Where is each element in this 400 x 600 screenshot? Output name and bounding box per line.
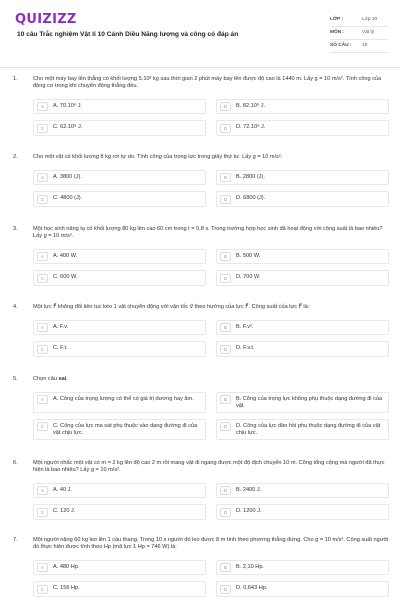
meta-key: LỚP : (330, 17, 344, 22)
meta-row-grade (330, 14, 388, 27)
option-text: D. 700 W. (236, 274, 261, 281)
option-text: D. 72.10⁶ J. (236, 124, 266, 131)
answer-option[interactable] (216, 249, 389, 265)
question-number: 1. (13, 76, 18, 82)
option-letter: A (37, 323, 48, 332)
worksheet-header (0, 0, 400, 68)
answer-option[interactable] (33, 483, 206, 499)
meta-row-count (330, 40, 388, 53)
option-letter: C (37, 345, 48, 354)
option-letter: A (37, 563, 48, 572)
meta-value: Lớp 10 (362, 17, 378, 22)
question-text (33, 376, 389, 383)
answer-options (33, 560, 389, 600)
question-list (0, 76, 400, 600)
option-letter: C (37, 585, 48, 594)
answer-option[interactable] (33, 341, 206, 357)
option-text: D. F.v.t. (236, 345, 255, 352)
answer-option[interactable] (33, 504, 206, 520)
meta-row-subject (330, 27, 388, 40)
answer-option[interactable] (216, 581, 389, 597)
option-text: C. 120 J. (53, 508, 76, 515)
option-letter: C (37, 195, 48, 204)
option-letter: C (37, 508, 48, 517)
answer-option[interactable] (33, 392, 206, 413)
answer-option[interactable] (216, 120, 389, 136)
option-text: C. 4800 (J). (53, 195, 83, 202)
option-letter: A (37, 252, 48, 261)
option-letter: A (37, 102, 48, 111)
option-text: B. 2400 J. (236, 486, 262, 493)
answer-option[interactable] (33, 581, 206, 597)
option-text: D. 0,643 Hp. (236, 585, 268, 592)
option-letter: B (220, 252, 231, 261)
option-letter: B (220, 563, 231, 572)
meta-key: SỐ CÂU : (330, 43, 352, 48)
option-letter: D (220, 274, 231, 283)
question-text-prefix: Chọn câu (33, 376, 59, 382)
option-text: C. 600 W. (53, 274, 78, 281)
question (0, 537, 400, 600)
answer-option[interactable] (33, 560, 206, 576)
question-number: 6. (13, 460, 18, 466)
question (0, 154, 400, 226)
answer-option[interactable] (216, 191, 389, 207)
option-text: D. Công của lực đàn hồi phụ thuộc dạng đường đi của vật chịu lực. (236, 422, 381, 436)
option-text: B. Công của trọng lực không phụ thuộc dạng đường đi của vật. (236, 395, 383, 409)
option-text: A. 70.10⁶ J. (53, 102, 83, 109)
answer-option[interactable] (33, 419, 206, 440)
question-text: Cho một vật có khối lượng 8 kg rơi tự do. Tính công của trọng lực trong giây thứ tư. Lấy g = 10 m/s². (33, 154, 283, 160)
worksheet-title: 10 câu Trắc nghiệm Vật lí 10 Cánh Diều Năng lượng và công có đáp án (17, 31, 239, 38)
answer-option[interactable] (33, 170, 206, 186)
question-text: Một người nhấc một vật có m = 2 kg lên độ cao 2 m rồi mang vật đi ngang được một độ dịch chuyển 10 m. Công tổng cộng mà người đã thực hiện là bao nhiêu? Lấy g = 10 m/s². (33, 460, 385, 473)
answer-option[interactable] (33, 320, 206, 336)
option-text: B. 82.10⁶ J. (236, 102, 266, 109)
question (0, 376, 400, 460)
option-text: A. 40 J. (53, 486, 72, 493)
meta-value: Vật lý (362, 30, 374, 35)
question-number: 4. (13, 304, 18, 310)
option-text: A. 480 Hp. (53, 563, 80, 570)
answer-options (33, 320, 389, 363)
option-text: B. 500 W. (236, 252, 261, 259)
question-text: Cho một máy bay lên thẳng có khối lượng 5.10³ kg sau thời gian 2 phút máy bay lên được độ cao là 1440 m. Lấy g = 10 m/s². Tính công của động cơ trong khi chuyển động thẳng đều. (33, 76, 382, 89)
answer-option[interactable] (33, 270, 206, 286)
option-text: A. 3800 (J). (53, 173, 82, 180)
answer-option[interactable] (216, 419, 389, 440)
option-letter: A (37, 173, 48, 182)
answer-option[interactable] (216, 341, 389, 357)
question-text-emphasis: sai (58, 376, 67, 382)
question-text: Một lực F⃗ không đổi liên tục kéo 1 vật chuyển động với vận tốc v⃗ theo hướng của lực F⃗. Công suất của lực F⃗ là: (33, 304, 310, 310)
option-letter: D (220, 585, 231, 594)
question (0, 226, 400, 304)
answer-option[interactable] (33, 120, 206, 136)
answer-option[interactable] (216, 560, 389, 576)
option-text: B. 2,10 Hp. (236, 563, 264, 570)
answer-option[interactable] (216, 392, 389, 413)
option-letter: B (220, 486, 231, 495)
question (0, 76, 400, 154)
option-text: A. 400 W. (53, 252, 78, 259)
question-text: Một học sinh nâng tạ có khối lượng 80 kg lên cao 60 cm trong t = 0,8 s. Trong trường hợp học sinh đã hoạt động với công suất là bao nhiêu? Lấy g = 10 m/s². (33, 226, 383, 239)
answer-options (33, 249, 389, 292)
question-text: Một người nặng 60 kg leo lên 1 cầu thang. Trong 10 s người đó leo được 8 m tính theo phương thẳng đứng. Cho g = 10 m/s². Công suất người đó thực hiện được tính theo Hp (mã lực 1 Hp = 746 W) là: (33, 537, 389, 550)
question-number: 5. (13, 376, 18, 382)
option-text: D. 6800 (J). (236, 195, 266, 202)
option-text: A. F.v. (53, 323, 69, 330)
answer-option[interactable] (33, 191, 206, 207)
answer-option[interactable] (216, 99, 389, 115)
option-text: C. 156 Hp. (53, 585, 80, 592)
answer-option[interactable] (216, 483, 389, 499)
answer-option[interactable] (216, 504, 389, 520)
option-text: A. Công của trọng lượng có thể có giá trị dương hay âm. (53, 395, 194, 402)
answer-option[interactable] (216, 270, 389, 286)
answer-options (33, 483, 389, 526)
quizizz-logo[interactable]: QUIZIZZ (15, 12, 77, 27)
answer-option[interactable] (33, 249, 206, 265)
option-letter: D (220, 508, 231, 517)
answer-options (33, 170, 389, 213)
option-letter: A (37, 486, 48, 495)
question-number: 2. (13, 154, 18, 160)
question-text-suffix: . (66, 376, 68, 382)
option-text: C. 62.10⁶ J. (53, 124, 83, 131)
option-letter: D (220, 345, 231, 354)
answer-options (33, 99, 389, 142)
option-letter: D (220, 422, 231, 431)
answer-option[interactable] (216, 170, 389, 186)
option-letter: A (37, 395, 48, 404)
option-letter: C (37, 422, 48, 431)
option-text: B. 2800 (J). (236, 173, 265, 180)
question (0, 304, 400, 376)
meta-key: MÔN : (330, 30, 345, 35)
option-text: B. F.v². (236, 323, 254, 330)
answer-option[interactable] (216, 320, 389, 336)
option-text: C. Công của lực ma sát phụ thuộc vào dạng đường đi của vật chịu lực. (53, 422, 198, 436)
meta-value: 10 (362, 43, 368, 48)
question-number: 3. (13, 226, 18, 232)
answer-option[interactable] (33, 99, 206, 115)
option-letter: D (220, 195, 231, 204)
question (0, 460, 400, 537)
option-letter: B (220, 102, 231, 111)
option-letter: C (37, 274, 48, 283)
option-letter: C (37, 124, 48, 133)
option-letter: D (220, 124, 231, 133)
option-letter: B (220, 395, 231, 404)
option-text: C. F.t. (53, 345, 68, 352)
question-number: 7. (13, 537, 18, 543)
worksheet-meta (330, 14, 388, 53)
option-letter: B (220, 323, 231, 332)
option-letter: B (220, 173, 231, 182)
option-text: D. 1200 J. (236, 508, 262, 515)
answer-options (33, 392, 389, 446)
